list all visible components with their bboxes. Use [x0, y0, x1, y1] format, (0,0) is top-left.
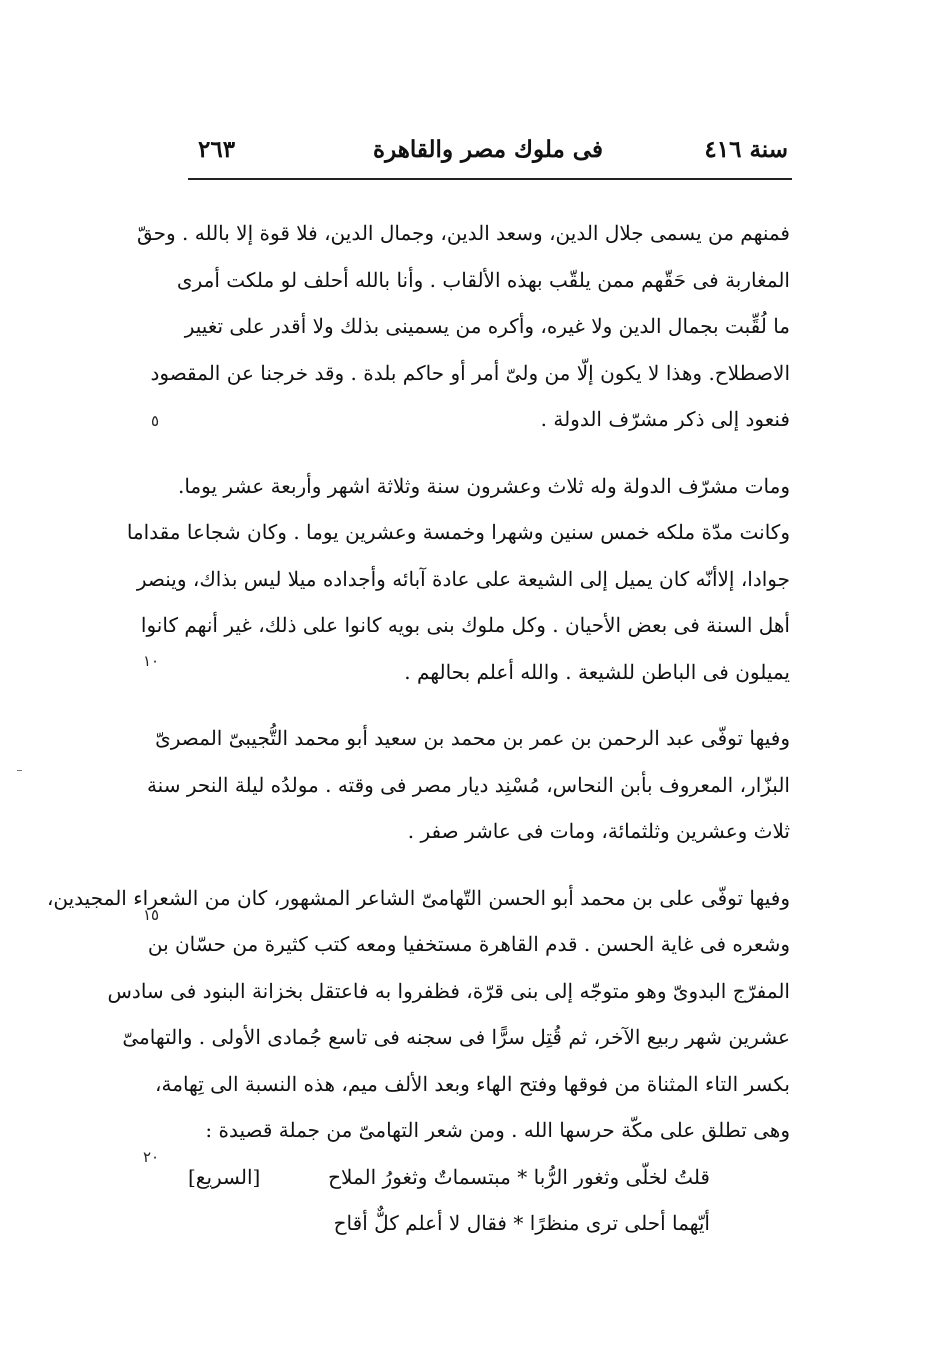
text-line: ما لُقِّبت بجمال الدين ولا غيره، وأكره من يسمينى بذلك ولا أقدر على تغيير: [184, 314, 790, 338]
line-number-15: ١٥: [142, 906, 160, 924]
text-line: المفرّج البدوىّ وهو متوجّه إلى بنى قرّة، فظفروا به فاعتقل بخزانة البنود فى سادس: [107, 978, 790, 1003]
text-line-content: وهى تطلق على مكّة حرسها الله . ومن شعر التهامىّ من جملة قصيدة :: [205, 1118, 790, 1142]
text-line: ثلاث وعشرين وثلثمائة، ومات فى عاشر صفر .: [407, 819, 790, 843]
text-line: البزّار، المعروف بأبن النحاس، مُسْنِد ديار مصر فى وقته . مولدُه ليلة النحر سنة: [146, 772, 790, 797]
paragraph: [146, 715, 790, 855]
text-line: وكانت مدّة ملكه خمس سنين وشهرا وخمسة وعشرين يوما . وكان شجاعا مقداما: [126, 520, 790, 544]
header-title: فى ملوك مصر والقاهرة: [373, 136, 603, 163]
text-line: جوادا، إلاأنّه كان يميل إلى الشيعة على عادة آبائه وأجداده ميلا ليس بذاك، وينصر: [136, 566, 790, 591]
text-line: وفيها توفّى على بن محمد أبو الحسن التّهامىّ الشاعر المشهور، كان من الشعراء المجيدين،: [46, 885, 790, 910]
text-line: فنعود إلى ذكر مشرّف الدولة .: [540, 407, 790, 431]
meter-tag: [السريع]: [188, 1164, 261, 1189]
text-line: وفيها توفّى عبد الرحمن بن عمر بن محمد بن سعيد أبو محمد التُّجيبىّ المصرىّ: [155, 726, 790, 750]
running-header: [188, 136, 788, 172]
line-number-10: ١٠: [142, 652, 160, 670]
header-rule: [188, 178, 792, 180]
verse-line: أيّهما أحلى ترى منظرًا * فقال لا أعلم كلٌّ أقاح: [333, 1211, 710, 1235]
text-line: عشرين شهر ربيع الآخر، ثم قُتِل سرًّا فى سجنه فى تاسع جُمادى الأولى . والتهامىّ: [122, 1025, 790, 1049]
text-line: وشعره فى غاية الحسن . قدم القاهرة مستخفيا ومعه كتب كثيرة من حسّان بن: [147, 932, 790, 956]
text-line: أهل السنة فى بعض الأحيان . وكل ملوك بنى بويه كانوا على ذلك، غير أنهم كانوا: [140, 613, 790, 637]
verse-line: قلتُ لخلّى وثغور الرُّبا * مبتسماتٌ وثغورُ الملاح: [328, 1164, 710, 1189]
header-page-number: ٢٦٣: [198, 136, 236, 163]
text-line: المغاربة فى حَقّهم ممن يلقّب بهذه الألقاب . وأنا بالله أحلف لو ملكت أمرى: [176, 267, 790, 292]
text-line: يميلون فى الباطن للشيعة . والله أعلم بحالهم .: [404, 659, 790, 684]
text-line: بكسر التاء المثناة من فوقها وفتح الهاء وبعد الألف ميم، هذه النسبة الى تِهامة،: [155, 1071, 790, 1096]
text-line: فمنهم من يسمى جلال الدين، وسعد الدين، وجمال الدين، فلا قوة إلا بالله . وحقّ: [136, 221, 790, 245]
margin-mark: [17, 770, 22, 771]
text-line: ومات مشرّف الدولة وله ثلاث وعشرون سنة وثلاثة اشهر وأربعة عشر يوما.: [177, 473, 790, 498]
header-year: سنة ٤١٦: [704, 136, 788, 163]
paragraph: [136, 210, 790, 443]
line-number-20: ٢٠: [142, 1148, 160, 1166]
line-number-5: ٥: [150, 412, 160, 430]
text-line: الاصطلاح. وهذا لا يكون إلّا من ولىّ أمر أو حاكم بلدة . وقد خرجنا عن المقصود: [150, 360, 790, 385]
